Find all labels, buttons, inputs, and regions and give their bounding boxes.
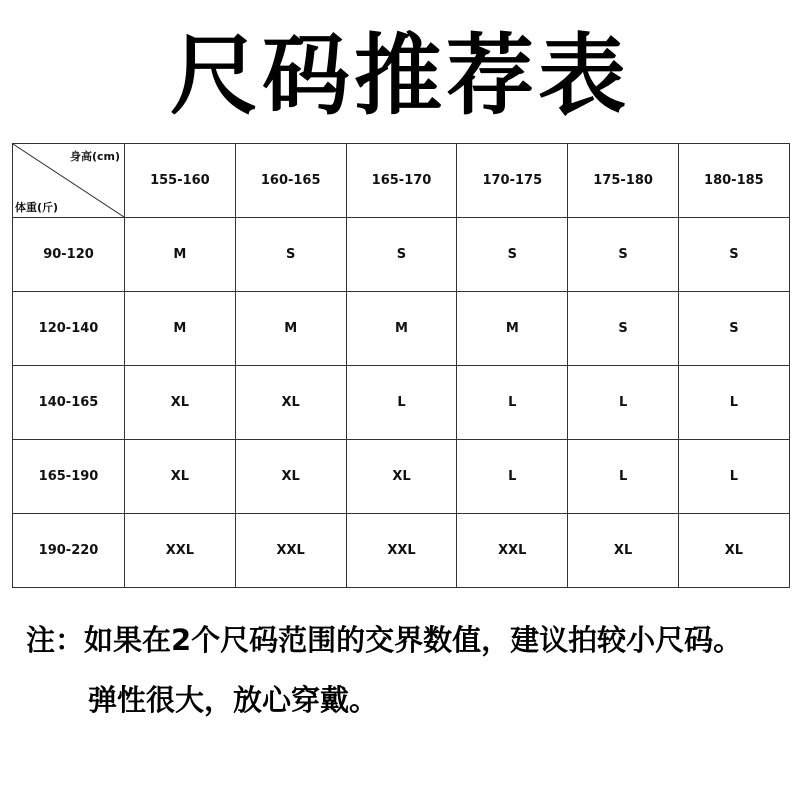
size-cell: XL [235,440,346,514]
size-cell: S [568,218,679,292]
size-cell: L [457,366,568,440]
size-cell: M [125,292,236,366]
size-cell: S [678,218,789,292]
note-line-1: 注：如果在2个尺码范围的交界数值，建议拍较小尺码。 [26,623,743,657]
size-cell: XL [125,440,236,514]
corner-cell [13,144,125,218]
size-cell: XXL [235,514,346,588]
page-title: 尺码推荐表 [169,24,630,127]
size-cell: M [346,292,457,366]
size-cell: S [678,292,789,366]
size-cell: L [346,366,457,440]
size-cell: L [568,366,679,440]
size-cell: XXL [457,514,568,588]
size-cell: S [568,292,679,366]
size-cell: L [678,366,789,440]
height-header: 160-165 [235,144,346,218]
size-cell: L [457,440,568,514]
weight-header: 140-165 [13,366,125,440]
size-cell: M [235,292,346,366]
table-row [13,514,790,588]
table-row [13,292,790,366]
size-cell: XXL [346,514,457,588]
table-row [13,218,790,292]
header-row [13,144,790,218]
size-cell: XL [235,366,346,440]
height-header: 155-160 [125,144,236,218]
height-header: 170-175 [457,144,568,218]
height-header: 175-180 [568,144,679,218]
size-cell: XL [125,366,236,440]
size-cell: L [678,440,789,514]
height-header: 180-185 [678,144,789,218]
size-chart-table [12,143,790,588]
weight-header: 165-190 [13,440,125,514]
size-cell: S [457,218,568,292]
size-cell: M [457,292,568,366]
size-cell: XL [346,440,457,514]
height-header: 165-170 [346,144,457,218]
height-axis-label: 身高(cm) [69,150,120,163]
table-row [13,366,790,440]
table-row [13,440,790,514]
size-cell: S [235,218,346,292]
weight-header: 190-220 [13,514,125,588]
size-cell: M [125,218,236,292]
size-cell: XL [678,514,789,588]
note-line-2: 弹性很大，放心穿戴。 [88,683,379,717]
weight-header: 120-140 [13,292,125,366]
size-cell: XL [568,514,679,588]
size-cell: L [568,440,679,514]
size-cell: S [346,218,457,292]
size-cell: XXL [125,514,236,588]
weight-header: 90-120 [13,218,125,292]
weight-axis-label: 体重(斤) [15,201,59,214]
